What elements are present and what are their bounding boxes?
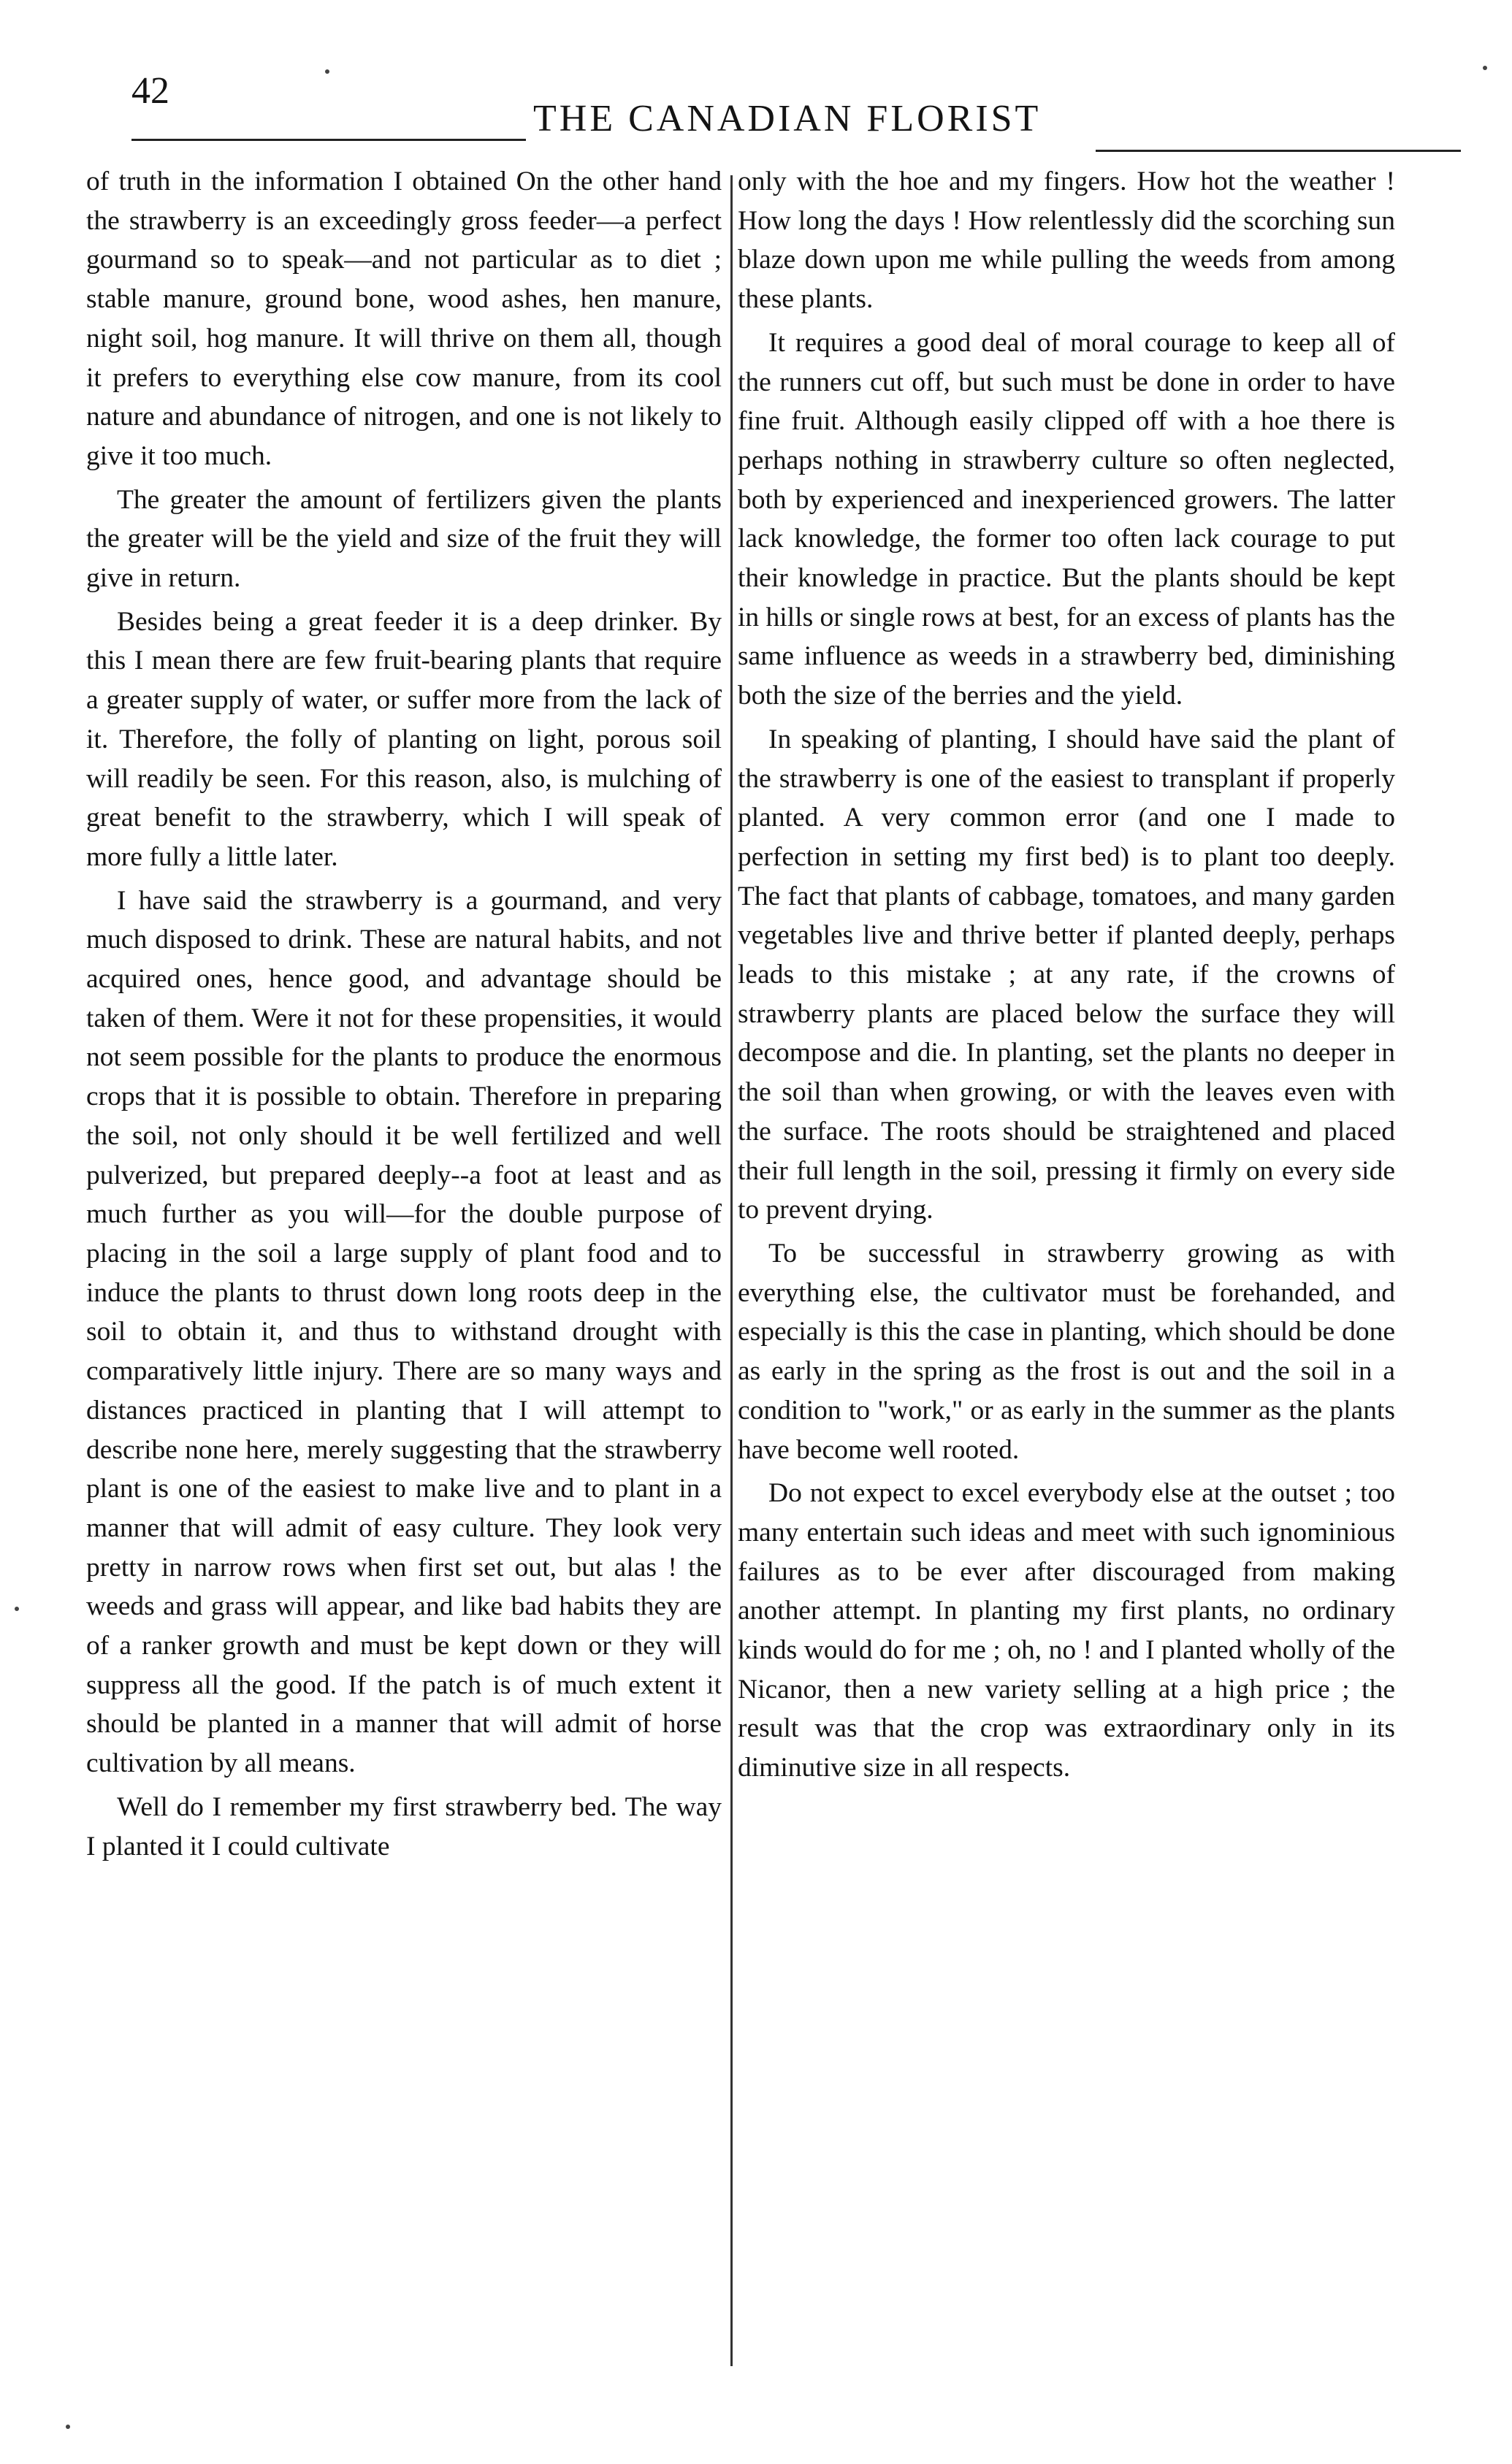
journal-title: THE CANADIAN FLORIST	[533, 98, 1042, 139]
page-number: 42	[131, 70, 169, 112]
paragraph: To be successful in strawberry growing as with everything else, the cultivator must be forehanded, and especially is this the case in planting, which should be done as early in the spring as the frost is out and the soil in a condition to "work," or as early in the summer as the plants have become well rooted.	[738, 1238, 1395, 1465]
header-rule-left	[131, 139, 526, 141]
left-column	[86, 162, 722, 1870]
paragraph: of truth in the information I obtained On the other hand the strawberry is an exceedingly gross feeder—a perfect gourmand so to speak—and not particular as to diet ; stable manure, ground bone, wood ashes, hen manure, night soil, hog manure. It will thrive on them all, though it prefers to everything else cow manure, from its cool nature and abundance of nitrogen, and one is not likely to give it too much.	[86, 167, 722, 471]
paper-speck	[66, 2425, 70, 2429]
paragraph: It requires a good deal of moral courage to keep all of the runners cut off, but such must be done in order to have fine fruit. Although easily clipped off with a hoe there is perhaps nothing in strawberry culture so often neglected, both by experienced and inexperienced growers. The latter lack knowledge, the former too often lack courage to put their knowledge in practice. But the plants should be kept in hills or single rows at best, for an excess of plants has the same influence as weeds in a strawberry bed, diminishing both the size of the berries and the yield.	[738, 327, 1395, 711]
paper-speck	[325, 69, 329, 74]
paragraph: The greater the amount of fertilizers given the plants the greater will be the yield and size of the fruit they will give in return.	[86, 484, 722, 594]
paragraph: Do not expect to excel everybody else at the outset ; too many entertain such ideas and meet with such ignominious failures as to be ever after discouraged from making another attempt. In planting my first plants, no ordinary kinds would do for me ; oh, no ! and I planted wholly of the Nicanor, then a new variety selling at a high price ; the result was that the crop was extraordinary only in its diminutive size in all respects.	[738, 1478, 1395, 1783]
paragraph: I have said the strawberry is a gourmand, and very much disposed to drink. These are natural habits, and not acquired ones, hence good, and advantage should be taken of them. Were it not for these propensities, it would not seem possible for the plants to produce the enormous crops that it is possible to obtain. Therefore in preparing the soil, not only should it be well fertilized and well pulverized, but prepared deeply--a foot at least and as much further as you will—for the double purpose of placing in the soil a large supply of plant food and to induce the plants to thrust down long roots deep in the soil to obtain it, and thus to withstand drought with comparatively little injury. There are so many ways and distances practiced in planting that I will attempt to describe none here, merely suggesting that the strawberry plant is one of the easiest to make live and to plant in a manner that will admit of easy culture. They look very pretty in narrow rows when first set out, but alas ! the weeds and grass will appear, and like bad habits they are of a ranker growth and must be kept down or they will suppress all the good. If the patch is of much extent it should be planted in a manner that will admit of horse cultivation by all means.	[86, 885, 722, 1779]
paragraph: Well do I remember my first strawberry bed. The way I planted it I could cultivate	[86, 1791, 722, 1862]
header-rule-right	[1096, 150, 1461, 152]
paper-speck	[15, 1607, 19, 1611]
right-column	[738, 162, 1395, 1792]
paragraph: only with the hoe and my fingers. How hot the weather ! How long the days ! How relentlessly did the scorching sun blaze down upon me while pulling the weeds from among these plants.	[738, 167, 1395, 315]
paper-speck	[1483, 66, 1487, 70]
column-divider	[730, 175, 733, 2366]
paragraph: Besides being a great feeder it is a deep drinker. By this I mean there are few fruit-bearing plants that require a greater supply of water, or suffer more from the lack of it. Therefore, the folly of planting on light, porous soil will readily be seen. For this reason, also, is mulching of great benefit to the strawberry, which I will speak of more fully a little later.	[86, 606, 722, 872]
page-header	[131, 69, 1461, 157]
paragraph: In speaking of planting, I should have said the plant of the strawberry is one of the easiest to transplant if properly planted. A very common error (and one I made to perfection in setting my first bed) is to plant too deeply. The fact that plants of cabbage, tomatoes, and many garden vegetables live and thrive better if planted deeply, perhaps leads to this mistake ; at any rate, if the crowns of strawberry plants are placed below the surface they will decompose and die. In planting, set the plants no deeper in the soil than when growing, or with the leaves even with the surface. The roots should be straightened and placed their full length in the soil, pressing it firmly on every side to prevent drying.	[738, 724, 1395, 1225]
